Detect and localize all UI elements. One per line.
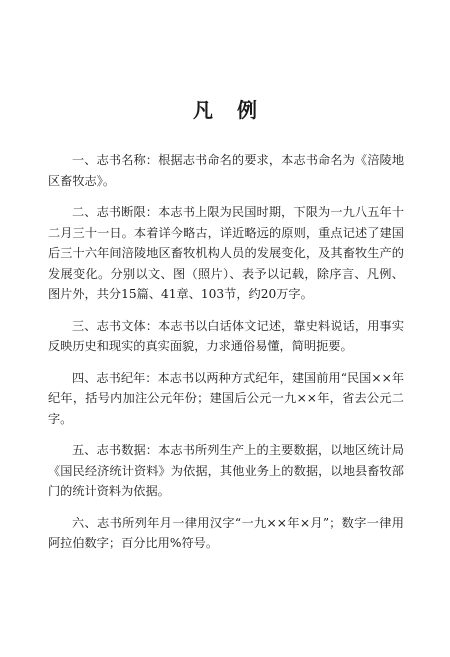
paragraph-heading: 一、志书名称： — [72, 153, 159, 167]
paragraph-style — [48, 316, 404, 357]
paragraph-text: 本志书所列生产上的主要数据，以地区统计局《国民经济统计资料》为依据，其他业务上的数据，以地县畜牧部门的统计资料为依据。 — [48, 443, 405, 498]
paragraph-data — [48, 440, 404, 502]
paragraph-period — [48, 202, 404, 305]
paragraph-text: 根据志书命名的要求，本志书命名为《涪陵地区畜牧志》。 — [48, 153, 405, 188]
paragraph-text: 本志书上限为民国时期，下限为一九八五年十二月三十一日。本着详今略古，详近略远的原则，重点记述了建国后三十六年间涪陵地区畜牧机构人员的发展变化，及其畜牧生产的发展变化。分别以文、图（照片）、表予以记载，除序言、凡例、图片外，共分15篇、41章、103节，约20万字。 — [48, 205, 405, 301]
document-body — [48, 150, 404, 565]
paragraph-heading: 四、志书纪年： — [72, 370, 158, 385]
paragraph-dating — [48, 368, 404, 430]
paragraph-name — [48, 150, 404, 191]
paragraph-text: 本志书以白话体文记述，靠史料说话，用事实反映历史和现实的真实面貌，力求通俗易懂，简明扼要。 — [48, 318, 405, 353]
paragraph-heading: 六、志书所列年月一律用汉字“一九××年×月”； — [72, 515, 342, 530]
paragraph-heading: 五、志书数据： — [72, 443, 159, 457]
paragraph-heading: 二、志书断限： — [72, 205, 159, 219]
paragraph-numerals — [48, 513, 404, 554]
paragraph-text: 数字一律用阿拉伯数字；百分比用%符号。 — [48, 515, 404, 550]
paragraph-heading: 三、志书文体： — [72, 318, 159, 333]
paragraph-text: 本志书以两种方式纪年，建国前用“民国××年纪年，括号内加注公元年份；建国后公元一九××年，省去公元二字。 — [48, 370, 405, 426]
page-title: 凡例 — [193, 98, 281, 122]
